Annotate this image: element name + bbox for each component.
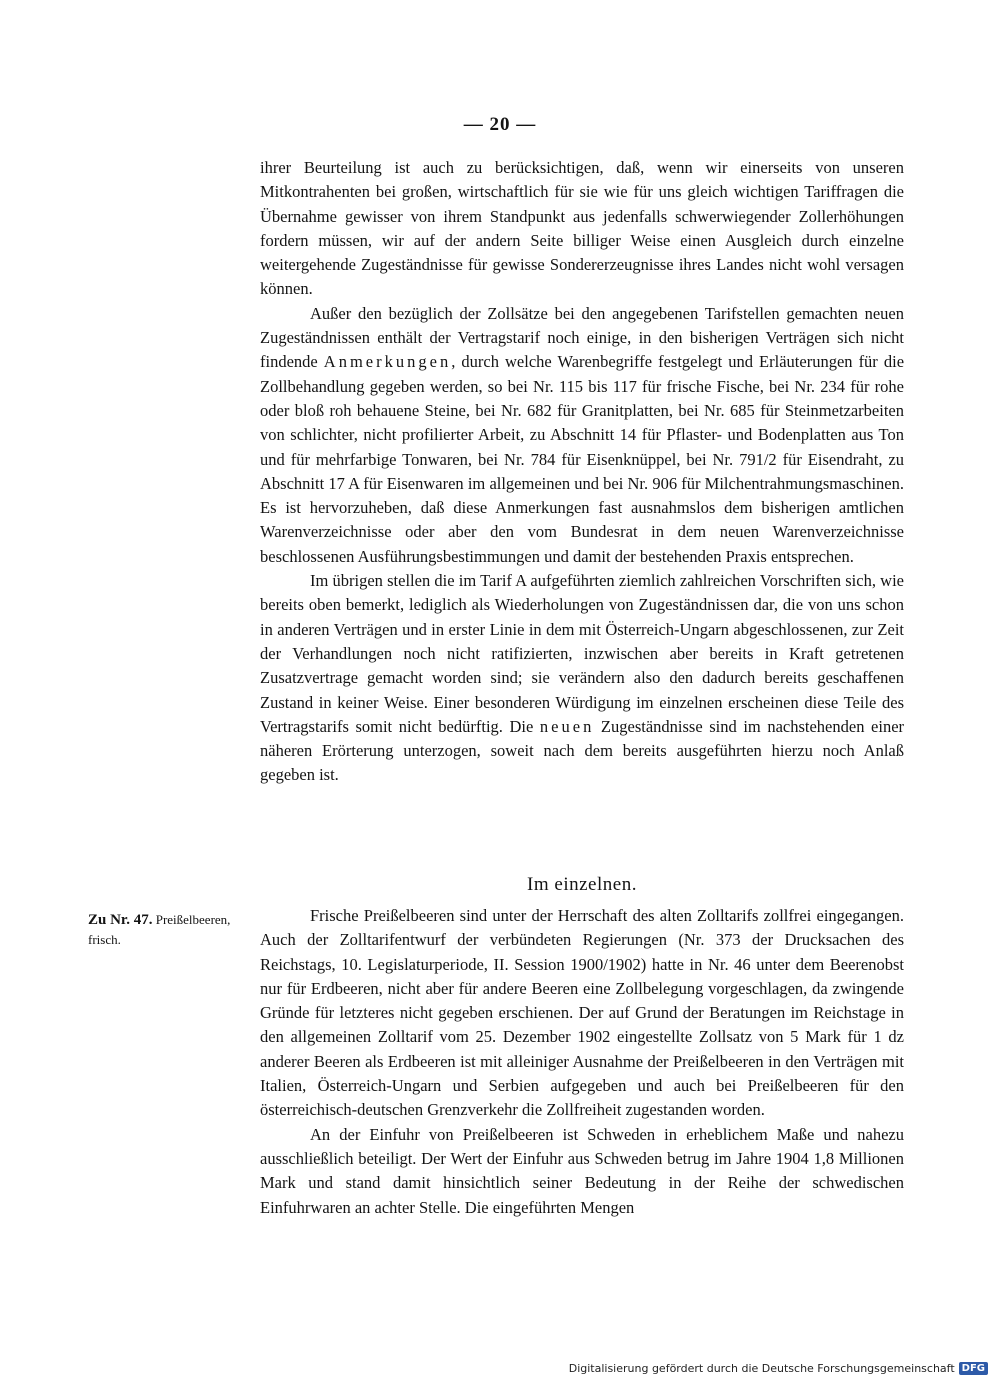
paragraph: An der Einfuhr von Preißelbeeren ist Schweden in erheblichem Maße und nahezu ausschließlich beteiligt. Der Wert der Einfuhr aus Schweden betrug im Jahre 1904 1,8 Millionen Mark und stand damit hinsichtlich seiner Bedeutung in der Reihe der schwedischen Einfuhrwaren an achter Stelle. Die eingeführten Mengen bbox=[260, 1124, 904, 1217]
margin-note-text: Preißelbeeren, frisch. bbox=[88, 912, 231, 947]
page-number: — 20 — bbox=[463, 114, 537, 135]
spaced-term: Anmerkungen bbox=[323, 352, 452, 372]
section-text bbox=[260, 904, 904, 1220]
dfg-logo-icon: DFG bbox=[959, 1362, 988, 1375]
section-heading: Im einzelnen. bbox=[527, 874, 637, 895]
paragraph bbox=[260, 302, 904, 569]
text-run: Zugeständnisse sind im nachstehenden einer näheren Erörterung unterzogen, soweit nach dem bereits ausgeführten hierzu noch Anlaß gegeben ist. bbox=[260, 716, 905, 785]
text-run: Außer den bezüglich der Zollsätze bei den angegebenen Tarifstellen gemachten neuen Zugeständnissen enthält der Vertragstarif noch einige, in den bisherigen Verträgen sich nicht findende bbox=[260, 303, 904, 372]
paragraph: ihrer Beurteilung ist auch zu berücksichtigen, daß, wenn wir einerseits von unseren Mitkontrahenten bei großen, wirtschaftlich für sie wie für uns gleich wichtigen Tariffragen die Übernahme gewisser von ihrem Standpunkt aus jedenfalls schwerwiegender Zollerhöhungen fordern müssen, wir auf der andern Seite billiger Weise einen Ausgleich durch einzelne weitergehende Zugeständnisse für gewisse Sondererzeugnisse ihres Landes nicht wohl versagen können. bbox=[260, 158, 904, 299]
paragraph: Frische Preißelbeeren sind unter der Herrschaft des alten Zolltarifs zollfrei eingegangen. Auch der Zolltarifentwurf der verbündeten Regierungen (Nr. 373 der Drucksachen des Reichstags, 10. Legislaturperiode, II. Session 1900/1902) hatte in Nr. 46 unter dem Beerenobst nur für Erdbeeren, nicht aber für andere Beeren eine Zollbelegung vorgeschlagen, da zwingende Gründe für letzteres nicht gegeben erschienen. Der auf Grund der Beratungen im Reichstage in den allgemeinen Zolltarif vom 25. Dezember 1902 eingestellte Zollsatz von 5 Mark für 1 dz anderer Beeren als Erdbeeren ist mit alleiniger Ausnahme der Preißelbeeren in den Verträgen mit Italien, Österreich-Ungarn und Serbien aufgegeben und auch bei Preißelbeeren für den österreichisch-deutschen Grenzverkehr die Zollfreiheit zugestanden worden. bbox=[260, 906, 904, 1120]
margin-note-ref: Zu Nr. 47. bbox=[88, 912, 153, 928]
spaced-term: neuen bbox=[539, 716, 595, 736]
main-text bbox=[260, 156, 904, 788]
footer bbox=[569, 1362, 988, 1375]
text-run: Im übrigen stellen die im Tarif A aufgeführten ziemlich zahlreichen Vorschriften sich, wie bereits oben bemerkt, lediglich als Wiederholungen von Zugeständnissen dar, die von uns schon in anderen Verträgen und in erster Linie in dem mit Österreich-Ungarn abgeschlossenen, zur Zeit der Verhandlungen noch nicht ratifizierten, inzwischen aber bereits in Kraft getretenen Zusatzvertrage gemacht worden sind; sie verändern also den dadurch bereits geschaffenen Zustand in keiner Weise. Einer besonderen Würdigung im einzelnen erscheinen diese Teile des Vertragstarifs somit nicht bedürftig. Die bbox=[260, 571, 904, 736]
paragraph bbox=[260, 569, 904, 788]
margin-note bbox=[88, 910, 256, 950]
footer-text: Digitalisierung gefördert durch die Deutsche Forschungsgemeinschaft bbox=[568, 1362, 955, 1375]
text-run: , durch welche Warenbegriffe festgelegt und Erläuterungen für die Zollbehandlung gegeben werden, so bei Nr. 115 bis 117 für frische Fische, bei Nr. 234 für rohe oder bloß roh behauene Steine, bei Nr. 682 für Granitplatten, bei Nr. 685 für Steinmetzarbeiten von schlichter, nicht profilierter Arbeit, zu Abschnitt 14 für Pflaster- und Bodenplatten aus Ton und für mehrfarbige Tonwaren, bei Nr. 784 für Eisenknüppel, bei Nr. 791/2 für Eisendraht, zu Abschnitt 17 A für Eisenwaren im allgemeinen und bei Nr. 906 für Milchentrahmungsmaschinen. Es ist hervorzuheben, daß diese Anmerkungen fast ausnahmslos dem bisherigen amtlichen Warenverzeichnisse oder aber den vom Bundesrat in dem neuen Warenverzeichnisse beschlossenen Ausführungsbestimmungen und damit der bestehenden Praxis entsprechen. bbox=[260, 352, 905, 566]
